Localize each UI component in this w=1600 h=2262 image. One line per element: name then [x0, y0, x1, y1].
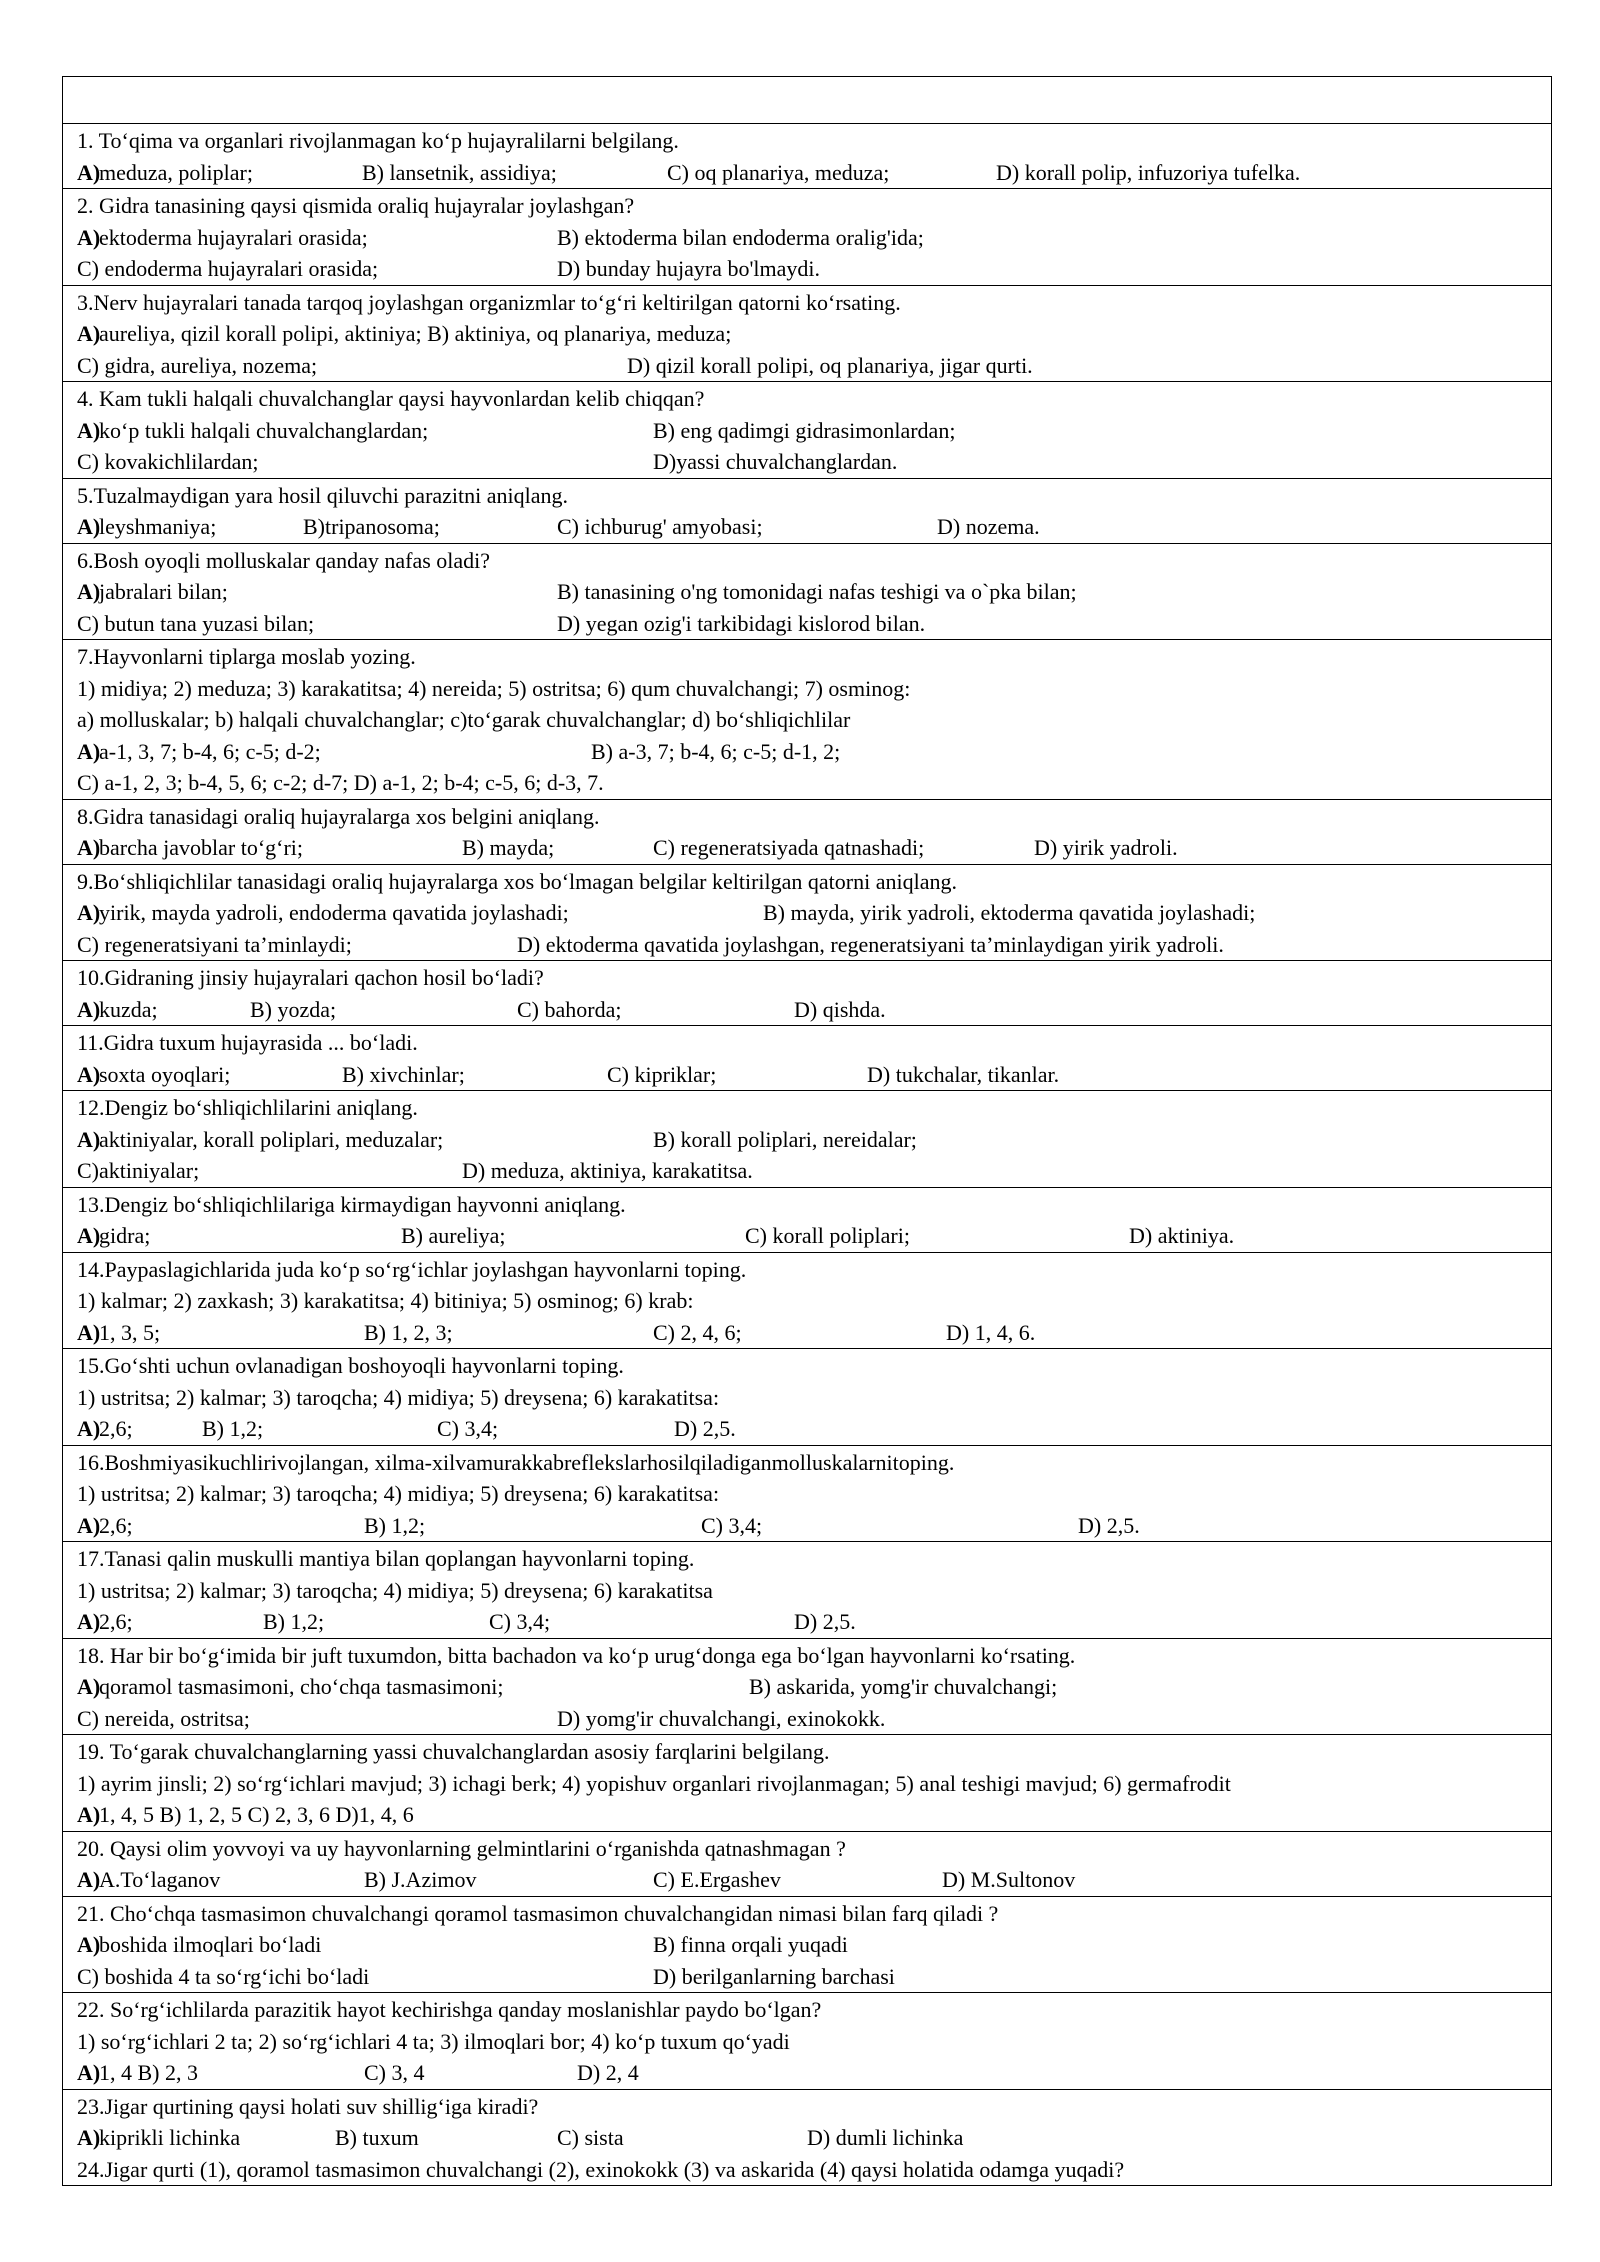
answer-option: D) tukchalar, tikanlar. [867, 1061, 1060, 1087]
answer-option: 24.Jigar qurti (1), qoramol tasmasimon chuvalchangi (2), exinokokk (3) va askarida (4) qaysi holatida odamga yuqadi? [77, 2156, 1125, 2182]
answer-option: C) a-1, 2, 3; b-4, 5, 6; c-2; d-7; D) a-1, 2; b-4; c-5, 6; d-3, 7. [77, 770, 604, 795]
question-line [77, 1382, 1551, 1414]
answer-option: C) kipriklar; [607, 1061, 717, 1087]
answer-option: B) 1, 2, 3; [364, 1319, 453, 1345]
question-line [77, 1478, 1551, 1510]
question-line [77, 1606, 1551, 1638]
question-line [77, 125, 1551, 157]
answer-option: 2,6; [99, 1512, 133, 1538]
question-line [77, 1994, 1551, 2026]
answer-label-a: A) [77, 2060, 101, 2085]
answer-option: a-1, 3, 7; b-4, 6; c-5; d-2; [99, 738, 321, 764]
question-line [77, 545, 1551, 577]
question-19 [63, 1735, 1551, 1832]
question-4 [63, 382, 1551, 479]
answer-option: C) oq planariya, meduza; [667, 159, 890, 185]
question-text: 21. Cho‘chqa tasmasimon chuvalchangi qoramol tasmasimon chuvalchangidan nimasi bilan farq qiladi ? [77, 1900, 999, 1926]
answer-option: C) 3,4; [701, 1512, 763, 1538]
question-line [77, 318, 1551, 350]
answer-option: C) nereida, ostritsa; [77, 1705, 250, 1731]
answer-option: D) 2,5. [674, 1416, 736, 1441]
question-text: 11.Gidra tuxum hujayrasida ... bo‘ladi. [77, 1030, 418, 1055]
sheet-header-row [63, 77, 1551, 124]
question-line [77, 1285, 1551, 1317]
answer-label-a: A) [77, 1223, 101, 1248]
answer-option: D) berilganlarning barchasi [653, 1963, 895, 1989]
answer-option: D) 2, 4 [577, 2060, 639, 2085]
answer-label-a: A) [77, 1416, 101, 1441]
answer-label-a: A) [77, 1802, 101, 1827]
answer-label-a: A) [77, 900, 101, 925]
answer-option: B) mayda; [462, 835, 555, 860]
answer-option: 1) ustritsa; 2) kalmar; 3) taroqcha; 4) midiya; 5) dreysena; 6) karakatitsa [77, 1577, 713, 1603]
answer-option: C) sista [557, 2125, 624, 2150]
question-20 [63, 1832, 1551, 1897]
answer-label-a: A) [77, 159, 101, 185]
question-line [77, 1640, 1551, 1672]
answer-option: C) endoderma hujayralari orasida; [77, 256, 379, 281]
question-text: 4. Kam tukli halqali chuvalchanglar qaysi hayvonlardan kelib chiqqan? [77, 386, 705, 411]
answer-label-a: A) [77, 417, 101, 443]
question-line [77, 253, 1551, 285]
answer-option: D) yirik yadroli. [1034, 835, 1178, 860]
answer-label-a: A) [77, 1512, 101, 1538]
question-line [77, 1155, 1551, 1187]
question-line [77, 673, 1551, 705]
question-text: 22. So‘rg‘ichlilarda parazitik hayot kechirishga qanday moslanishlar paydo bo‘lgan? [77, 1997, 822, 2022]
question-line [77, 1799, 1551, 1831]
question-line [77, 832, 1551, 864]
answer-option: B) mayda, yirik yadroli, ektoderma qavatida joylashadi; [763, 900, 1256, 925]
question-23 [63, 2090, 1551, 2186]
question-6 [63, 544, 1551, 641]
answer-option: B) a-3, 7; b-4, 6; c-5; d-1, 2; [591, 738, 841, 764]
answer-option: D) M.Sultonov [942, 1867, 1076, 1892]
question-line [77, 480, 1551, 512]
question-text: 19. To‘garak chuvalchanglarning yassi chuvalchanglardan asosiy farqlarini belgilang. [77, 1739, 830, 1764]
answer-option: C) butun tana yuzasi bilan; [77, 610, 315, 636]
answer-option: B) ektoderma bilan endoderma oralig'ida; [557, 224, 924, 250]
question-1 [63, 124, 1551, 189]
answer-option: C)aktiniyalar; [77, 1158, 200, 1183]
question-line [77, 1510, 1551, 1542]
answer-label-a: A) [77, 1319, 101, 1345]
answer-option: ektoderma hujayralari orasida; [99, 224, 368, 250]
answer-option: B) 1,2; [263, 1609, 325, 1634]
question-line [77, 1027, 1551, 1059]
answer-option: kiprikli lichinka [99, 2125, 241, 2150]
question-text: 12.Dengiz bo‘shliqichlilarini aniqlang. [77, 1095, 418, 1120]
question-7 [63, 640, 1551, 800]
answer-option: gidra; [99, 1223, 151, 1248]
question-line [77, 1929, 1551, 1961]
question-line [77, 866, 1551, 898]
question-line [77, 1124, 1551, 1156]
question-line [77, 1833, 1551, 1865]
answer-option: C) boshida 4 ta so‘rg‘ichi bo‘ladi [77, 1963, 370, 1989]
question-10 [63, 961, 1551, 1026]
answer-label-a: A) [77, 996, 101, 1022]
answer-label-a: A) [77, 1126, 101, 1152]
answer-option: D) qizil korall polipi, oq planariya, jigar qurti. [627, 352, 1033, 378]
question-text: 13.Dengiz bo‘shliqichlilariga kirmaydigan hayvonni aniqlang. [77, 1191, 626, 1217]
answer-option: C) kovakichlilardan; [77, 449, 259, 474]
answer-option: B) eng qadimgi gidrasimonlardan; [653, 417, 956, 443]
question-line [77, 1350, 1551, 1382]
answer-option: A.To‘laganov [99, 1867, 221, 1892]
question-text: 10.Gidraning jinsiy hujayralari qachon hosil bo‘ladi? [77, 965, 544, 990]
answer-option: C) gidra, aureliya, nozema; [77, 352, 318, 378]
question-line [77, 2154, 1551, 2186]
answer-option: B) finna orqali yuqadi [653, 1932, 848, 1957]
question-text: 23.Jigar qurtining qaysi holati suv shillig‘iga kiradi? [77, 2093, 539, 2119]
answer-label-a: A) [77, 835, 101, 860]
answer-option: D) bunday hujayra bo'lmaydi. [557, 256, 821, 281]
answer-option: D) korall polip, infuzoriya tufelka. [996, 159, 1301, 185]
question-line [77, 1220, 1551, 1252]
question-13 [63, 1188, 1551, 1253]
answer-option: B) xivchinlar; [342, 1061, 465, 1087]
question-text: 16.Boshmiyasikuchlirivojlangan, xilma-xilvamurakkabreflekslarhosilqiladiganmolluskalarnitoping. [77, 1449, 955, 1475]
answer-option: B) 1,2; [202, 1416, 264, 1441]
answer-option: C) ichburug' amyobasi; [557, 514, 763, 539]
question-line [77, 929, 1551, 961]
question-line [77, 2026, 1551, 2058]
answer-option: C) E.Ergashev [653, 1867, 781, 1892]
question-line [77, 350, 1551, 382]
question-21 [63, 1897, 1551, 1994]
answer-option: jabralari bilan; [99, 579, 228, 604]
answer-label-a: A) [77, 224, 101, 250]
answer-option: D) dumli lichinka [807, 2125, 964, 2150]
answer-option: leyshmaniya; [99, 514, 217, 539]
question-line [77, 2091, 1551, 2123]
question-text: 3.Nerv hujayralari tanada tarqoq joylashgan organizmlar to‘g‘ri keltirilgan qatorni ko‘rsating. [77, 289, 901, 315]
answer-option: 1) kalmar; 2) zaxkash; 3) karakatitsa; 4) bitiniya; 5) osminog; 6) krab: [77, 1288, 694, 1313]
question-line [77, 962, 1551, 994]
question-16 [63, 1446, 1551, 1543]
question-line [77, 1447, 1551, 1479]
answer-label-a: A) [77, 1609, 101, 1634]
question-line [77, 1671, 1551, 1703]
question-text: 9.Bo‘shliqichlilar tanasidagi oraliq hujayralarga xos bo‘lmagan belgilar keltirilgan qatorni aniqlang. [77, 868, 957, 894]
question-line [77, 1189, 1551, 1221]
answer-option: B) J.Azimov [364, 1867, 477, 1892]
question-line [77, 1768, 1551, 1800]
answer-option: D) 2,5. [794, 1609, 856, 1634]
answer-option: C) korall poliplari; [745, 1223, 910, 1248]
answer-option: yirik, mayda yadroli, endoderma qavatida joylashadi; [99, 900, 569, 925]
question-11 [63, 1026, 1551, 1091]
answer-option: D) yegan ozig'i tarkibidagi kislorod bilan. [557, 610, 926, 636]
answer-option: D) 2,5. [1078, 1512, 1140, 1538]
answer-option: D) meduza, aktiniya, karakatitsa. [462, 1158, 753, 1183]
answer-option: 1) ayrim jinsli; 2) so‘rg‘ichlari mavjud; 3) ichagi berk; 4) yopishuv organlari rivojlanmagan; 5) anal teshigi mavjud; 6) germafrodit [77, 1770, 1231, 1796]
answer-option: 1) ustritsa; 2) kalmar; 3) taroqcha; 4) midiya; 5) dreysena; 6) karakatitsa: [77, 1384, 720, 1410]
question-22 [63, 1993, 1551, 2090]
question-line [77, 736, 1551, 768]
question-17 [63, 1542, 1551, 1639]
question-line [77, 190, 1551, 222]
answer-label-a: A) [77, 514, 101, 539]
question-line [77, 608, 1551, 640]
question-3 [63, 286, 1551, 383]
answer-option: B) korall poliplari, nereidalar; [653, 1126, 917, 1152]
question-line [77, 157, 1551, 189]
answer-option: boshida ilmoqlari bo‘ladi [99, 1932, 322, 1957]
answer-option: B) tanasining o'ng tomonidagi nafas teshigi va o`pka bilan; [557, 579, 1077, 604]
answer-option: D) aktiniya. [1129, 1223, 1235, 1248]
answer-option: C) 3,4; [437, 1416, 499, 1441]
question-12 [63, 1091, 1551, 1188]
question-2 [63, 189, 1551, 286]
question-line [77, 897, 1551, 929]
question-line [77, 576, 1551, 608]
question-line [77, 1961, 1551, 1993]
answer-option: 2,6; [99, 1416, 133, 1441]
answer-option: B) yozda; [250, 996, 337, 1022]
question-text: 20. Qaysi olim yovvoyi va uy hayvonlarning gelmintlarini o‘rganishda qatnashmagan ? [77, 1835, 846, 1861]
answer-option: aktiniyalar, korall poliplari, meduzalar; [99, 1126, 444, 1152]
question-8 [63, 800, 1551, 865]
question-5 [63, 479, 1551, 544]
question-line [77, 1575, 1551, 1607]
answer-option: D)yassi chuvalchanglardan. [653, 449, 898, 474]
question-line [77, 1254, 1551, 1286]
answer-option: barcha javoblar to‘g‘ri; [99, 835, 304, 860]
question-line [77, 2122, 1551, 2154]
question-14 [63, 1253, 1551, 1350]
answer-label-a: A) [77, 738, 101, 764]
question-9 [63, 865, 1551, 962]
question-line [77, 446, 1551, 478]
question-text: 2. Gidra tanasining qaysi qismida oraliq hujayralar joylashgan? [77, 193, 635, 218]
question-line [77, 1059, 1551, 1091]
question-line [77, 641, 1551, 673]
answer-label-a: A) [77, 1674, 101, 1699]
answer-option: C) regeneratsiyada qatnashadi; [653, 835, 925, 860]
question-text: 8.Gidra tanasidagi oraliq hujayralarga xos belgini aniqlang. [77, 803, 600, 829]
question-line [77, 1736, 1551, 1768]
answer-label-a: A) [77, 579, 101, 604]
answer-label-a: A) [77, 1867, 101, 1892]
answer-option: C) 3, 4 [364, 2060, 425, 2085]
answer-option: 1) so‘rg‘ichlari 2 ta; 2) so‘rg‘ichlari 4 ta; 3) ilmoqlari bor; 4) ko‘p tuxum qo‘yadi [77, 2028, 790, 2054]
answer-option: C) 2, 4, 6; [653, 1319, 742, 1345]
answer-option: meduza, poliplar; [99, 159, 253, 185]
answer-option: B) tuxum [335, 2125, 419, 2150]
answer-option: qoramol tasmasimoni, cho‘chqa tasmasimoni; [99, 1674, 504, 1699]
question-text: 18. Har bir bo‘g‘imida bir juft tuxumdon, bitta bachadon va ko‘p urug‘donga ega bo‘lgan hayvonlarni ko‘rsating. [77, 1642, 1076, 1668]
question-line [77, 1413, 1551, 1445]
answer-option: D) nozema. [937, 514, 1040, 539]
question-line [77, 222, 1551, 254]
answer-option: C) 3,4; [489, 1609, 551, 1634]
question-line [77, 383, 1551, 415]
question-18 [63, 1639, 1551, 1736]
answer-option: 1) midiya; 2) meduza; 3) karakatitsa; 4) nereida; 5) ostritsa; 6) qum chuvalchangi; 7) osminog: [77, 675, 911, 701]
question-line [77, 287, 1551, 319]
question-line [77, 801, 1551, 833]
answer-option: C) regeneratsiyani ta’minlaydi; [77, 931, 352, 957]
question-line [77, 2057, 1551, 2089]
question-line [77, 1317, 1551, 1349]
answer-option: D) yomg'ir chuvalchangi, exinokokk. [557, 1705, 886, 1731]
question-text: 1. To‘qima va organlari rivojlanmagan ko‘p hujayralilarni belgilang. [77, 128, 679, 153]
answer-option: 2,6; [99, 1609, 133, 1634]
question-text: 15.Go‘shti uchun ovlanadigan boshoyoqli hayvonlarni toping. [77, 1353, 624, 1378]
answer-option: kuzda; [99, 996, 158, 1022]
question-line [77, 511, 1551, 543]
question-line [77, 415, 1551, 447]
answer-option: 1) ustritsa; 2) kalmar; 3) taroqcha; 4) midiya; 5) dreysena; 6) karakatitsa: [77, 1481, 720, 1506]
question-text: 6.Bosh oyoqli molluskalar qanday nafas oladi? [77, 547, 491, 573]
question-line [77, 1898, 1551, 1930]
answer-option: B) 1,2; [364, 1512, 426, 1538]
answer-label-a: A) [77, 2125, 101, 2150]
question-line [77, 994, 1551, 1026]
answer-option: 1, 4 B) 2, 3 [99, 2060, 198, 2085]
answer-option: B) lansetnik, assidiya; [362, 159, 557, 185]
answer-option: 1, 3, 5; [99, 1319, 161, 1345]
question-text: 17.Tanasi qalin muskulli mantiya bilan qoplangan hayvonlarni toping. [77, 1546, 695, 1571]
answer-option: D) qishda. [794, 996, 886, 1022]
question-line [77, 1703, 1551, 1735]
question-text: 14.Paypaslagichlarida juda ko‘p so‘rg‘ichlar joylashgan hayvonlarni toping. [77, 1256, 747, 1282]
question-line [77, 1864, 1551, 1896]
question-line [77, 767, 1551, 799]
answer-label-a: A) [77, 1061, 101, 1087]
answer-label-a: A) [77, 1932, 101, 1957]
answer-option: ko‘p tukli halqali chuvalchanglardan; [99, 417, 429, 443]
question-line [77, 1092, 1551, 1124]
answer-option: B) aureliya; [401, 1223, 506, 1248]
question-15 [63, 1349, 1551, 1446]
answer-option: aureliya, qizil korall polipi, aktiniya; B) aktiniya, oq planariya, meduza; [99, 321, 732, 346]
test-sheet [62, 76, 1552, 2186]
answer-option: C) bahorda; [517, 996, 622, 1022]
answer-option: D) 1, 4, 6. [946, 1319, 1036, 1345]
question-text: 7.Hayvonlarni tiplarga moslab yozing. [77, 644, 416, 669]
answer-option: 1, 4, 5 B) 1, 2, 5 C) 2, 3, 6 D)1, 4, 6 [99, 1802, 414, 1827]
question-line [77, 704, 1551, 736]
question-line [77, 1543, 1551, 1575]
question-text: 5.Tuzalmaydigan yara hosil qiluvchi parazitni aniqlang. [77, 482, 569, 508]
answer-option: B)tripanosoma; [303, 514, 440, 539]
answer-label-a: A) [77, 321, 101, 346]
answer-option: D) ektoderma qavatida joylashgan, regeneratsiyani ta’minlaydigan yirik yadroli. [517, 931, 1224, 957]
questions-list [63, 124, 1551, 2185]
answer-option: B) askarida, yomg'ir chuvalchangi; [749, 1674, 1058, 1699]
answer-option: soxta oyoqlari; [99, 1061, 231, 1087]
answer-option: a) molluskalar; b) halqali chuvalchanglar; c)to‘garak chuvalchanglar; d) bo‘shliqichlilar [77, 707, 851, 732]
